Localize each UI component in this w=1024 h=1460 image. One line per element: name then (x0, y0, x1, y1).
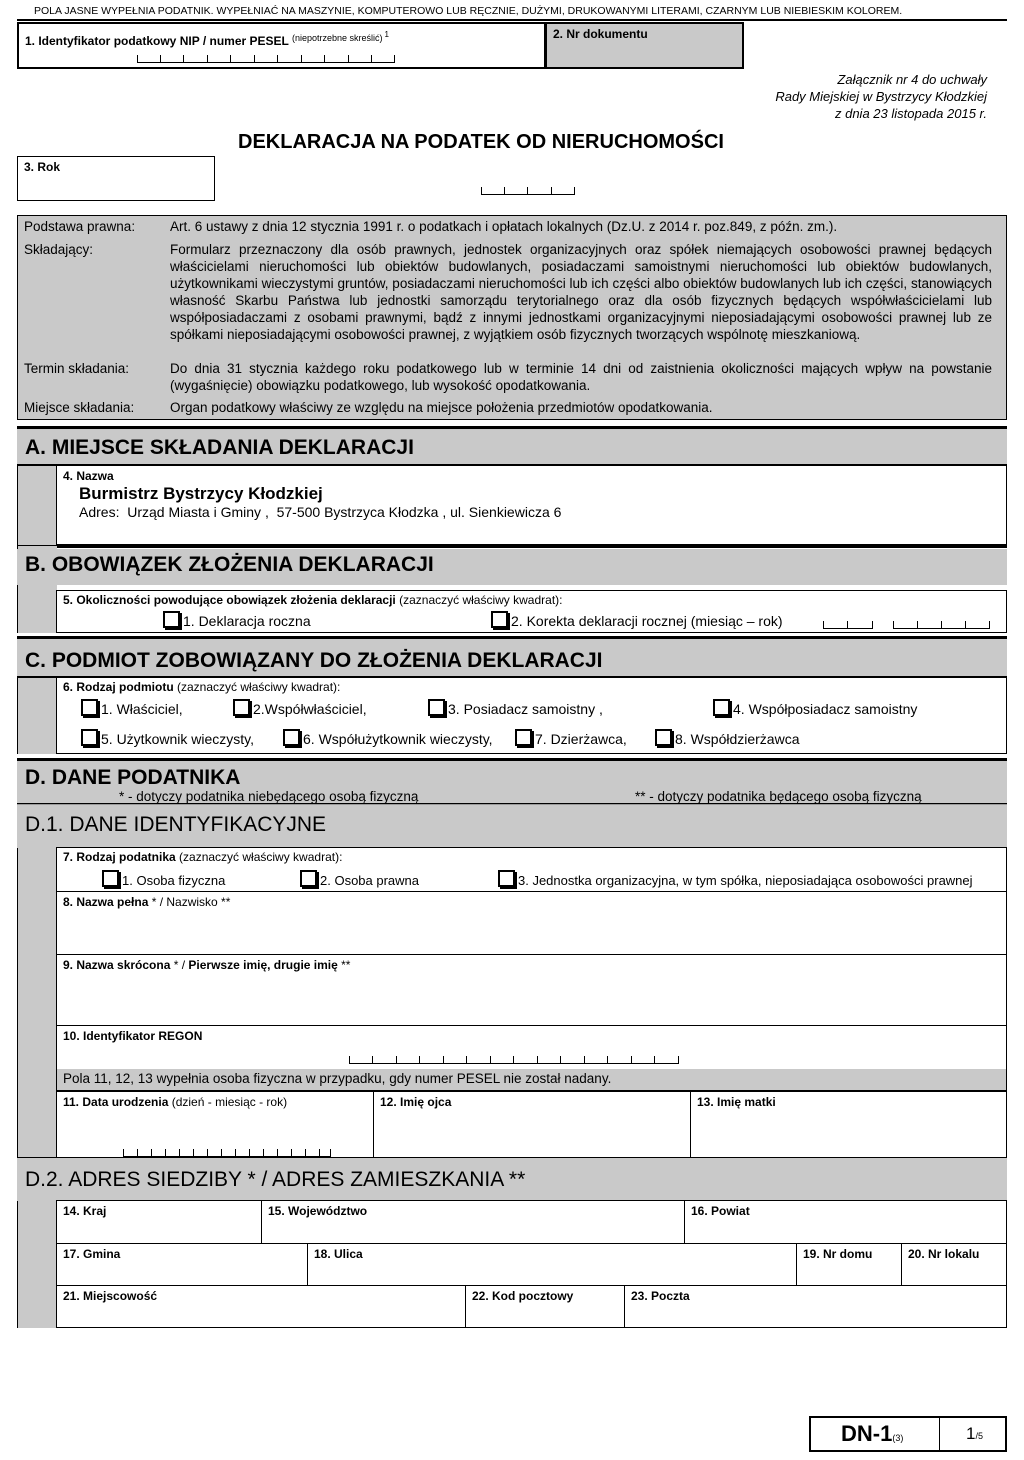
correction-label: 2. Korekta deklaracji rocznej (miesiąc – rok) (511, 613, 783, 629)
taxpayer-checkbox[interactable] (498, 870, 515, 887)
entity-option-7[interactable] (515, 729, 627, 747)
mother-name-field[interactable] (690, 1091, 1007, 1158)
annex-line-2: Rady Miejskiej w Bystrzycy Kłodzkiej (775, 89, 987, 104)
entity-option-5[interactable] (81, 729, 254, 747)
entity-option-label: 4. Współposiadacz samoistny (733, 701, 918, 717)
form-code-text: DN-1 (841, 1421, 893, 1446)
entity-type-note: (zaznaczyć właściwy kwadrat): (177, 680, 341, 694)
info-value: Formularz przeznaczony dla osób prawnych, jednostek organizacyjnych oraz spółek niemających osobowości prawnej będących właścicielami nieruchomości lub obiektów budowlanych, posiadaczami samoistnymi nieruchomości lub obiektów budowlanych, użytkownikami wieczystymi gruntów, posiadaczami nieruchomości lub ich części albo obiektów budowlanych lub ich części, stanowiących własność Skarbu Państwa lub jednostki samorządu terytorialnego oraz dla osób fizycznych będących współwłaścicielami lub współposiadaczami z osobami prawnymi, bądź z innymi jednostkami organizacyjnymi nieposiadającymi osobowości prawnej lub ze spółkami nieposiadającymi osobowości prawnej, z wyjątkiem osób fizycznych tworzących wspólnotę mieszkaniową. (170, 242, 992, 342)
taxpayer-option-label: 3. Jednostka organizacyjna, w tym spółka, nieposiadająca osobowości prawnej (518, 873, 973, 888)
entity-checkbox[interactable] (428, 699, 445, 716)
house-number-label: 19. Nr domu (803, 1247, 873, 1261)
section-a-header: A. MIEJSCE SKŁADANIA DEKLARACJI (17, 426, 1007, 466)
entity-option-label: 3. Posiadacz samoistny , (448, 701, 603, 717)
entity-option-8[interactable] (655, 729, 800, 747)
birth-date-ticks (123, 1150, 331, 1157)
annual-label: 1. Deklaracja roczna (183, 613, 311, 629)
info-key: Podstawa prawna: (24, 219, 136, 234)
nip-pesel-label: 1. Identyfikator podatkowy NIP / numer PESEL (25, 34, 289, 48)
year-ticks (893, 622, 990, 629)
year-digit-ticks (481, 188, 575, 195)
street-field[interactable] (307, 1243, 797, 1286)
annual-checkbox[interactable] (163, 611, 180, 628)
top-notice: POLA JASNE WYPEŁNIA PODATNIK. WYPEŁNIAĆ NA MASZYNIE, KOMPUTEROWO LUB RĘCZNIE, DUŻYMI, DRUKOWANYMI LITERAMI, CZARNYM LUB NIEBIESKIM KOLOREM. (34, 5, 903, 17)
apartment-number-label: 20. Nr lokalu (908, 1247, 980, 1261)
house-number-field[interactable] (796, 1243, 902, 1286)
page-number (966, 1424, 983, 1444)
note-person: ** - dotyczy podatnika będącego osobą fizyczną (635, 789, 922, 804)
info-value: Art. 6 ustawy z dnia 12 stycznia 1991 r. o podatkach i opłatach lokalnych (Dz.U. z 2014 r. poz.849, z późn. zm.). (170, 219, 838, 234)
obligation-label: 5. Okoliczności powodujące obowiązek złożenia deklaracji (63, 593, 396, 607)
section-c-header: C. PODMIOT ZOBOWIĄZANY DO ZŁOŻENIA DEKLARACJI (17, 636, 1007, 678)
form-code (841, 1421, 903, 1447)
obligation-field (56, 590, 1007, 633)
entity-type-field (56, 677, 1007, 754)
info-key: Miejsce składania: (24, 400, 135, 415)
nip-pesel-note: (niepotrzebne skreślić) (291, 33, 383, 43)
nip-digit-ticks (137, 56, 395, 63)
form-version: (3) (892, 1433, 904, 1443)
short-name-label: 9. Nazwa skrócona (63, 958, 171, 972)
note-non-person: * - dotyczy podatnika niebędącego osobą fizyczną (119, 789, 419, 804)
entity-option-label: 7. Dzierżawca, (535, 731, 627, 747)
option-annual[interactable] (163, 611, 311, 629)
entity-option-label: 1. Właściciel, (101, 701, 183, 717)
post-office-field[interactable] (624, 1285, 1007, 1328)
authority-label: 4. Nazwa (63, 469, 114, 483)
pesel-note-bar (56, 1069, 1007, 1091)
authority-address: Adres: Urząd Miasta i Gminy , 57-500 Bystrzyca Kłodzka , ul. Sienkiewicza 6 (79, 504, 562, 520)
authority-name-field (56, 465, 1007, 545)
county-label: 16. Powiat (691, 1204, 750, 1218)
taxpayer-type-field (56, 847, 1007, 892)
year-field[interactable] (17, 156, 215, 201)
page-title: DEKLARACJA NA PODATEK OD NIERUCHOMOŚCI (238, 131, 724, 153)
street-label: 18. Ulica (314, 1247, 363, 1261)
nip-pesel-footnote: 1 (384, 30, 389, 39)
entity-checkbox[interactable] (713, 699, 730, 716)
entity-option-6[interactable] (283, 729, 493, 747)
d1-header: D.1. DANE IDENTYFIKACYJNE (17, 804, 1007, 848)
taxpayer-checkbox[interactable] (102, 870, 119, 887)
section-d-header (17, 758, 1007, 804)
municipality-field[interactable] (56, 1243, 308, 1286)
birth-date-field[interactable] (56, 1091, 374, 1158)
country-field[interactable] (56, 1200, 262, 1244)
entity-checkbox[interactable] (515, 729, 532, 746)
full-name-suffix: * / Nazwisko ** (148, 895, 231, 909)
pesel-note: Pola 11, 12, 13 wypełnia osoba fizyczna w przypadku, gdy numer PESEL nie został nadany. (63, 1071, 612, 1086)
page-current: 1 (966, 1424, 976, 1443)
father-name-label: 12. Imię ojca (380, 1095, 452, 1109)
full-name-field[interactable] (56, 891, 1007, 955)
taxpayer-option-2[interactable] (300, 870, 419, 888)
birth-date-note: (dzień - miesiąc - rok) (171, 1095, 288, 1109)
taxpayer-checkbox[interactable] (300, 870, 317, 887)
short-name-marker: ** (337, 958, 351, 972)
short-name-field[interactable] (56, 954, 1007, 1026)
annex-line-1: Załącznik nr 4 do uchwały (837, 72, 987, 87)
mother-name-label: 13. Imię matki (697, 1095, 776, 1109)
page-total: /5 (975, 1431, 983, 1441)
entity-type-label: 6. Rodzaj podmiotu (63, 680, 174, 694)
province-field[interactable] (261, 1200, 685, 1244)
entity-option-label: 6. Współużytkownik wieczysty, (303, 731, 493, 747)
nip-pesel-field[interactable] (17, 22, 546, 69)
entity-option-4[interactable] (713, 699, 917, 717)
info-key: Termin składania: (24, 361, 130, 376)
option-correction[interactable] (491, 611, 783, 629)
apartment-number-field[interactable] (901, 1243, 1007, 1286)
entity-checkbox[interactable] (655, 729, 672, 746)
province-label: 15. Województwo (268, 1204, 368, 1218)
footer-divider (939, 1418, 940, 1450)
municipality-label: 17. Gmina (63, 1247, 121, 1261)
annex-line-3: z dnia 23 listopada 2015 r. (834, 106, 987, 121)
taxpayer-type-label: 7. Rodzaj podatnika (63, 850, 176, 864)
info-value: Do dnia 31 stycznia każdego roku podatkowego lub w terminie 14 dni od zaistnienia okoliczności mających wpływ na powstanie (wygaśnięcie) obowiązku podatkowego, lub wysokość opodatkowania. (170, 361, 992, 393)
entity-option-label: 5. Użytkownik wieczysty, (101, 731, 254, 747)
entity-checkbox[interactable] (81, 729, 98, 746)
full-name-label: 8. Nazwa pełna (63, 895, 149, 909)
locality-label: 21. Miejscowość (63, 1289, 158, 1303)
correction-checkbox[interactable] (491, 611, 508, 628)
entity-checkbox[interactable] (283, 729, 300, 746)
taxpayer-type-note: (zaznaczyć właściwy kwadrat): (179, 850, 343, 864)
taxpayer-option-label: 1. Osoba fizyczna (122, 873, 226, 888)
document-number-field (545, 22, 744, 69)
obligation-note: (zaznaczyć właściwy kwadrat): (399, 593, 563, 607)
entity-checkbox[interactable] (81, 699, 98, 716)
section-b-rule (17, 545, 1007, 548)
entity-option-label: 8. Współdzierżawca (675, 731, 800, 747)
regon-digit-ticks (349, 1057, 679, 1064)
post-office-label: 23. Poczta (631, 1289, 690, 1303)
regon-label: 10. Identyfikator REGON (63, 1029, 203, 1043)
short-name-marker: * / (170, 958, 189, 972)
entity-option-label: 2.Współwłaściciel, (253, 701, 367, 717)
entity-option-3[interactable] (428, 699, 603, 717)
taxpayer-option-label: 2. Osoba prawna (320, 873, 420, 888)
section-d-title: D. DANE PODATNIKA (25, 766, 241, 789)
taxpayer-option-1[interactable] (102, 870, 225, 888)
info-value: Organ podatkowy właściwy ze względu na miejsce położenia przedmiotów opodatkowania. (170, 400, 713, 415)
top-rule (17, 19, 1007, 21)
entity-checkbox[interactable] (233, 699, 250, 716)
postal-code-field[interactable] (465, 1285, 625, 1328)
birth-date-label: 11. Data urodzenia (63, 1095, 169, 1109)
locality-field[interactable] (56, 1285, 466, 1328)
section-b-header: B. OBOWIĄZEK ZŁOŻENIA DEKLARACJI (17, 549, 1007, 585)
annex-note (775, 71, 987, 122)
father-name-field[interactable] (373, 1091, 691, 1158)
first-names-label: Pierwsze imię, drugie imię (188, 958, 338, 972)
taxpayer-option-3[interactable] (498, 870, 973, 888)
regon-field[interactable] (56, 1025, 1007, 1070)
authority-name: Burmistrz Bystrzycy Kłodzkiej (79, 484, 323, 503)
county-field[interactable] (684, 1200, 1007, 1244)
country-label: 14. Kraj (63, 1204, 107, 1218)
document-number-label: 2. Nr dokumentu (553, 27, 648, 41)
info-key: Składający: (24, 242, 94, 257)
month-ticks (823, 622, 873, 629)
entity-option-2[interactable] (233, 699, 367, 717)
entity-option-1[interactable] (81, 699, 183, 717)
form-code-box (809, 1416, 1007, 1452)
postal-code-label: 22. Kod pocztowy (472, 1289, 574, 1303)
year-label: 3. Rok (24, 160, 61, 174)
d2-header: D.2. ADRES SIEDZIBY * / ADRES ZAMIESZKANIA ** (17, 1157, 1007, 1201)
